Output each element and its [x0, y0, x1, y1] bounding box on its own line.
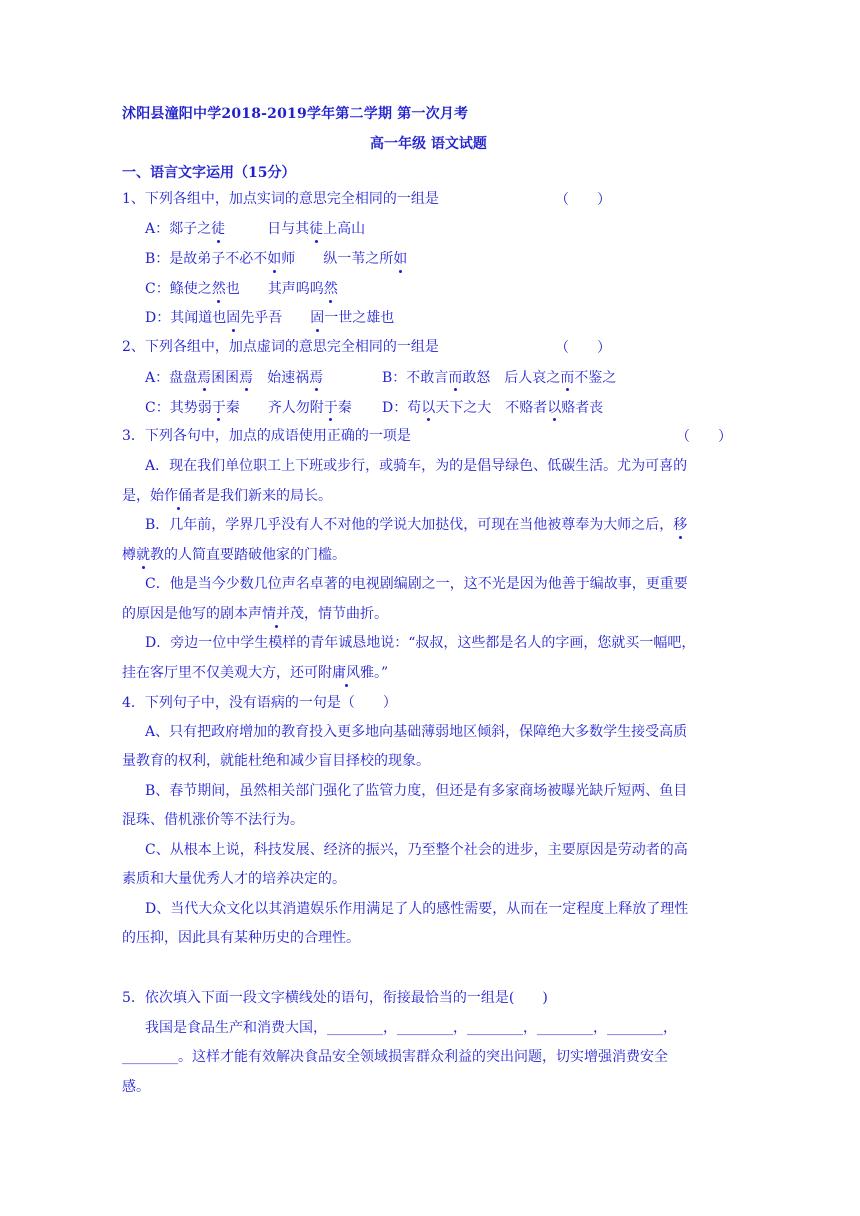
question-4-option-b-line1: B、春节期间，虽然相关部门强化了监管力度，但还是有多家商场被曝光缺斤短两、鱼目	[145, 783, 688, 799]
question-5-passage-line2: ________。这样才能有效解决食品安全领域损害群众利益的突出问题，切实增强消费安全	[122, 1049, 668, 1065]
question-1-option-b: B：是故弟子不必不如师 纵一苇之所如	[145, 251, 408, 267]
section-heading: 一、语言文字运用（15分）	[122, 165, 296, 181]
question-3-option-c-line1: C．他是当今少数几位声名卓著的电视剧编剧之一，这不光是因为他善于编故事，更重要	[145, 576, 688, 592]
question-3-option-b-line1: B．几年前，学界几乎没有人不对他的学说大加挞伐，可现在当他被尊奉为大师之后，移	[145, 517, 688, 533]
question-1-stem: 1、下列各组中，加点实词的意思完全相同的一组是	[122, 191, 439, 207]
question-3-answer-paren: （ ）	[676, 429, 732, 445]
question-3-option-a-line1: A．现在我们单位职工上下班或步行，或骑车，为的是倡导绿色、低碳生活。尤为可喜的	[145, 458, 688, 474]
question-3-option-c-line2: 的原因是他写的剧本声情并茂，情节曲折。	[122, 606, 388, 622]
question-4-option-d-line1: D、当代大众文化以其消遣娱乐作用满足了人的感性需要，从而在一定程度上释放了理性	[145, 901, 689, 917]
question-4-option-b-line2: 混珠、借机涨价等不法行为。	[122, 812, 304, 828]
question-3-stem: 3．下列各句中，加点的成语使用正确的一项是	[122, 428, 411, 444]
question-5-stem: 5．依次填入下面一段文字横线处的语句，衔接最恰当的一组是( )	[122, 990, 548, 1006]
question-3-option-d-line1: D．旁边一位中学生模样的青年诚恳地说：“叔叔，这些都是名人的字画，您就买一幅吧，	[145, 635, 696, 651]
question-2-option-c: C：其势弱于秦 齐人勿附于秦	[145, 397, 352, 417]
question-4-option-d-line2: 的压抑，因此具有某种历史的合理性。	[122, 930, 360, 946]
question-2-option-a: A：盘盘焉囷囷焉 始速祸焉	[145, 367, 323, 387]
question-1-option-c: C：鲦使之然也 其声呜呜然	[145, 281, 338, 297]
question-4-option-a-line2: 量教育的权利，就能杜绝和减少盲目择校的现象。	[122, 753, 430, 769]
question-2-answer-paren: （ ）	[555, 340, 611, 356]
question-3-option-b-line2: 樽就教的人简直要踏破他家的门槛。	[122, 547, 346, 563]
question-2-option-b: B：不敢言而敢怒 后人哀之而不鉴之	[382, 367, 616, 387]
question-5-passage-line3: 感。	[122, 1079, 150, 1095]
question-2-option-d: D：苟以天下之大 不赂者以赂者丧	[382, 397, 603, 417]
question-5-passage-line1: 我国是食品生产和消费大国，________，________，________，________，________，	[145, 1020, 677, 1036]
question-1-answer-paren: （ ）	[555, 192, 611, 208]
question-3-option-d-line2: 挂在客厅里不仅美观大方，还可附庸风雅。”	[122, 665, 389, 681]
question-2-stem: 2、下列各组中，加点虚词的意思完全相同的一组是	[122, 339, 439, 355]
question-4-stem: 4．下列句子中，没有语病的一句是（ ）	[122, 695, 397, 711]
question-4-option-a-line1: A、只有把政府增加的教育投入更多地向基础薄弱地区倾斜，保障绝大多数学生接受高质	[145, 724, 688, 740]
question-3-option-a-line2: 是，始作俑者是我们新来的局长。	[122, 488, 332, 504]
question-1-option-a: A：郯子之徒 日与其徒上高山	[145, 221, 366, 237]
question-1-option-d: D：其闻道也固先乎吾 固一世之雄也	[145, 310, 395, 326]
exam-subtitle: 高一年级 语文试题	[370, 136, 487, 152]
question-4-option-c-line1: C、从根本上说，科技发展、经济的振兴，乃至整个社会的进步，主要原因是劳动者的高	[145, 842, 688, 858]
exam-title: 沭阳县潼阳中学2018-2019学年第二学期 第一次月考	[122, 106, 469, 122]
question-4-option-c-line2: 素质和大量优秀人才的培养决定的。	[122, 871, 346, 887]
